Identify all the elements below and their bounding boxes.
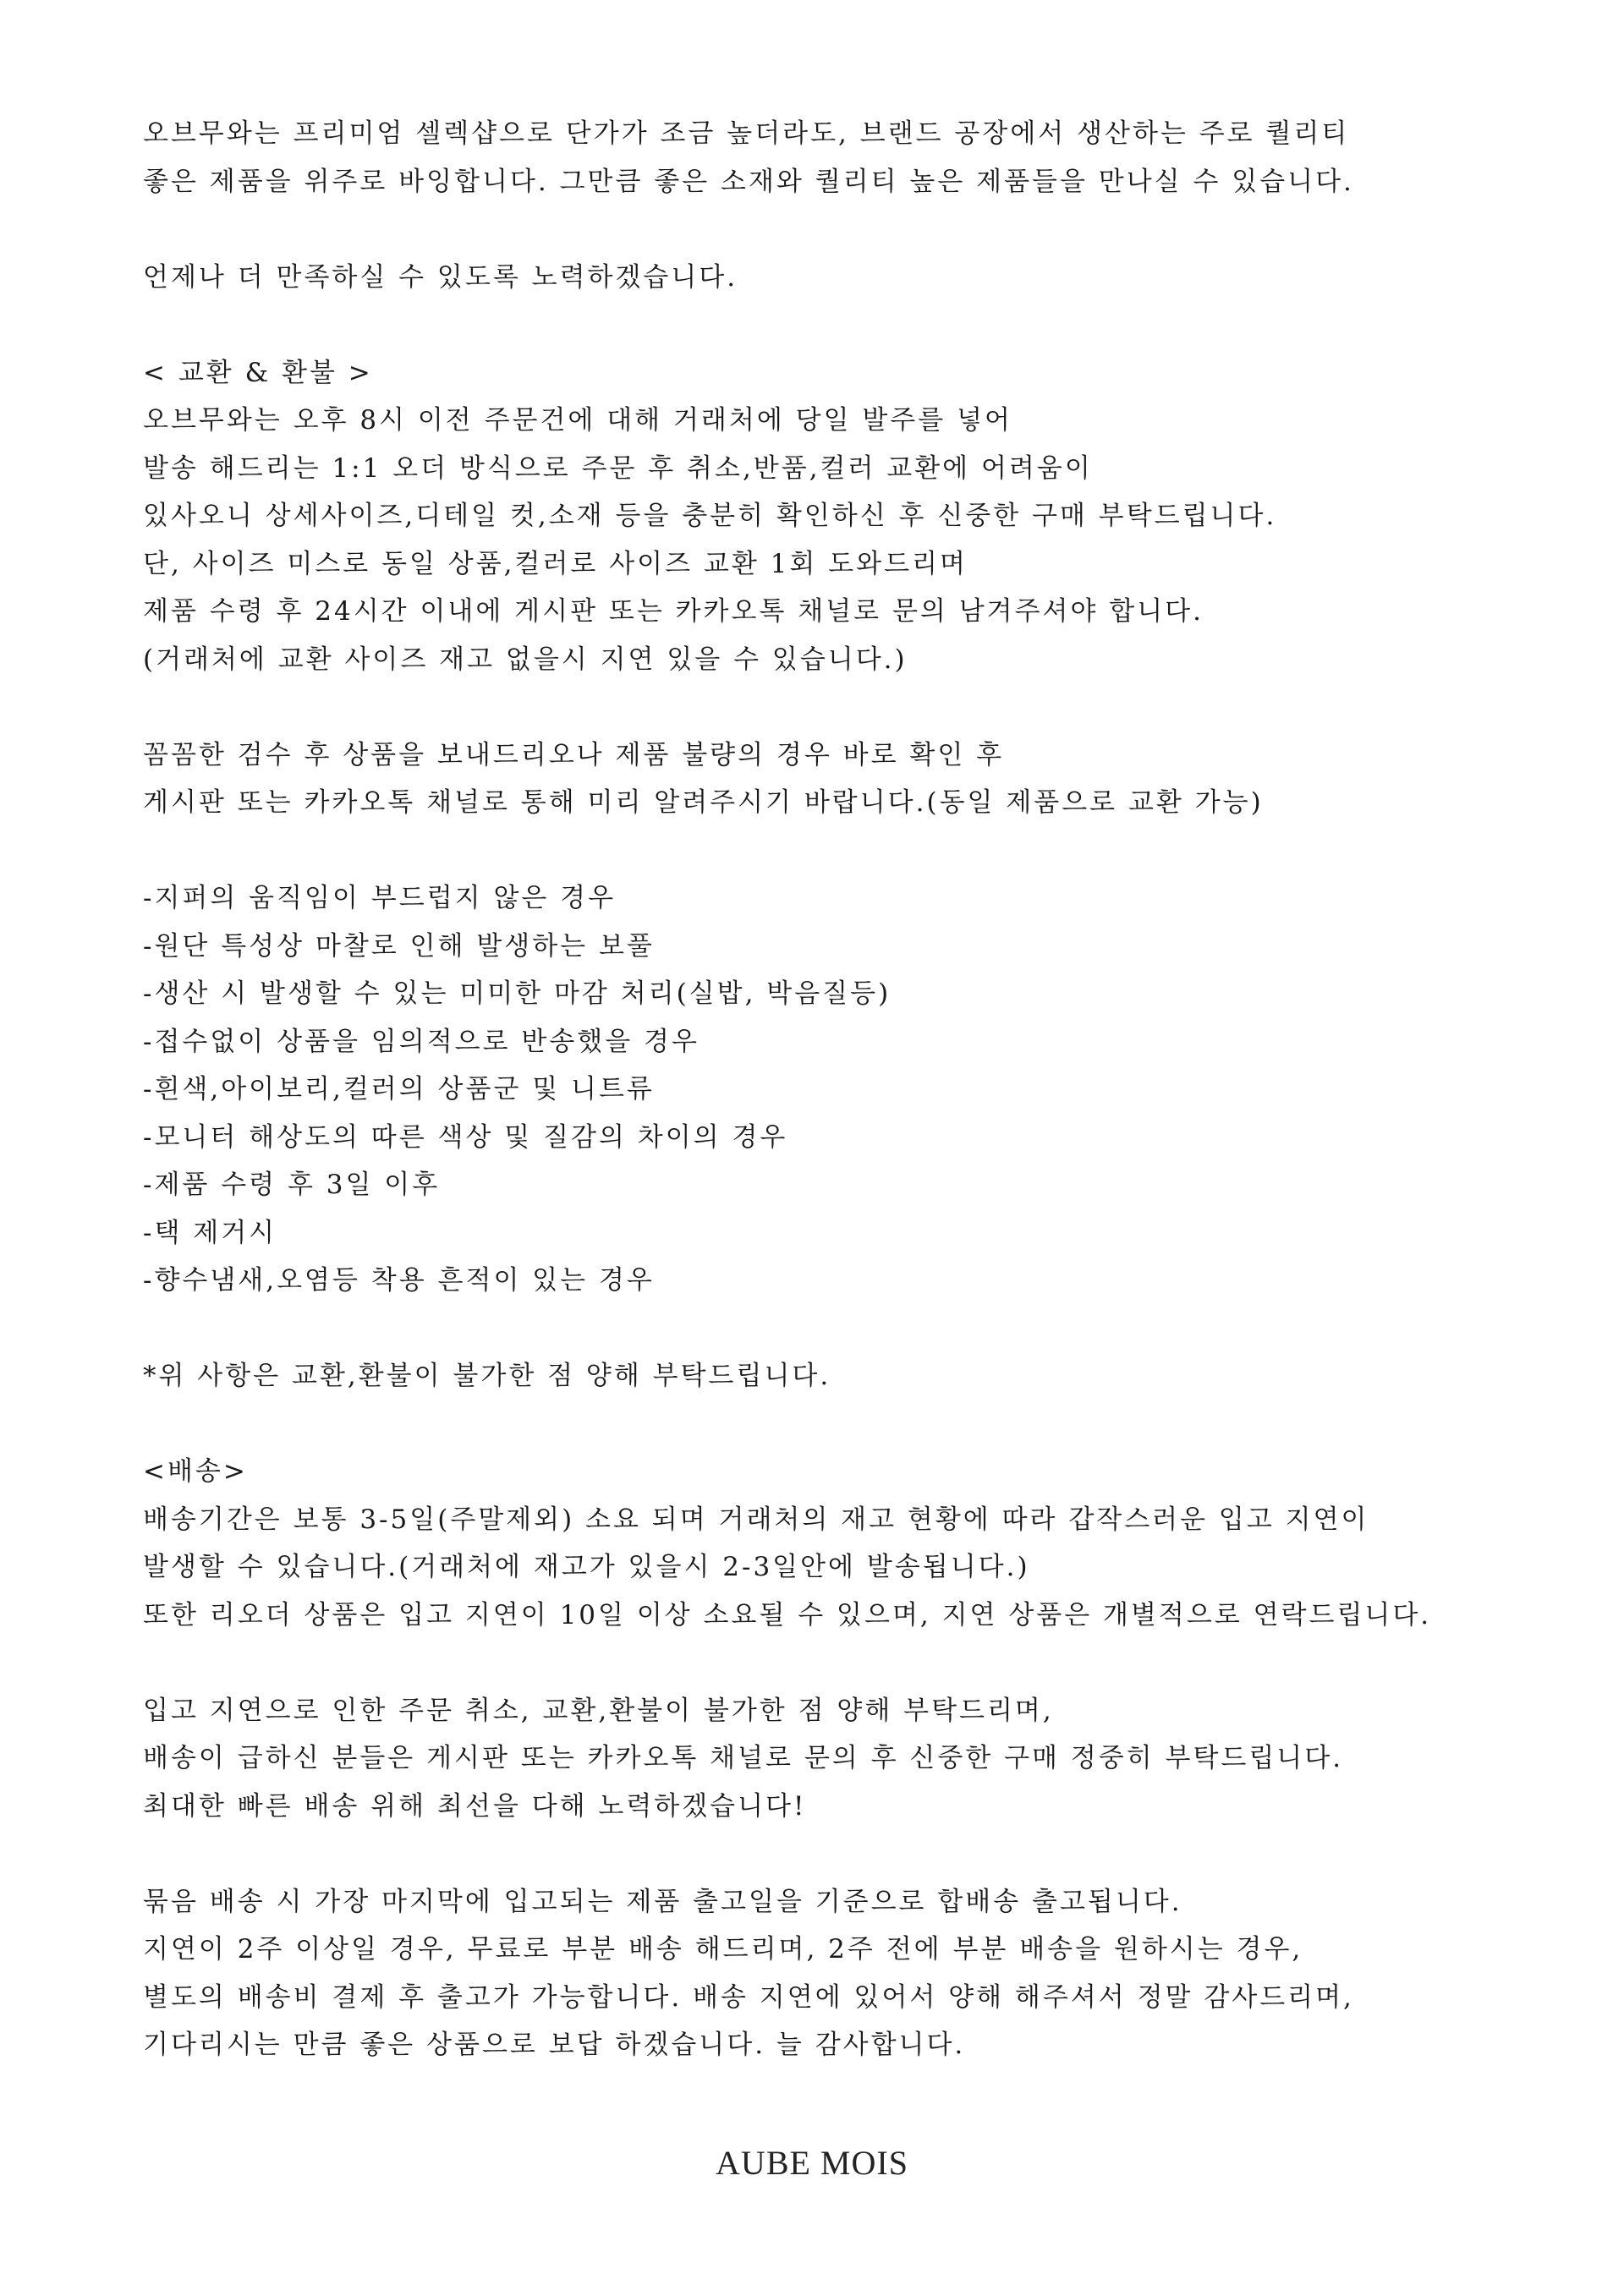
blank-line [143,1639,1513,1687]
delay-line: 배송이 급하신 분들은 게시판 또는 카카오톡 채널로 문의 후 신중한 구매 정중히 부탁드립니다. [143,1743,1344,1773]
delay-line: 최대한 빠른 배송 위해 최선을 다해 노력하겠습니다! [143,1790,807,1822]
notice-text [143,110,1513,2069]
exclusion-item: -제품 수령 후 3일 이후 [143,1170,441,1200]
exclusion-item: -지퍼의 움직임이 부드럽지 않은 경우 [143,883,617,913]
delay-line: 입고 지연으로 인한 주문 취소, 교환,환불이 불가한 점 양해 부탁드리며, [143,1695,1054,1726]
blank-line [143,205,1513,254]
exclusion-item: -모니터 해상도의 따른 색상 및 질감의 차이의 경우 [143,1121,788,1153]
shipping-line: 또한 리오더 상품은 입고 지연이 10일 이상 소요될 수 있으며, 지연 상품은 개별적으로 연락드립니다. [143,1599,1432,1630]
intro-line: 좋은 제품을 위주로 바잉합니다. 그만큼 좋은 소재와 퀄리티 높은 제품들을 만나실 수 있습니다. [143,166,1354,197]
shipping-heading: <배송> [143,1456,248,1487]
promise-line: 언제나 더 만족하실 수 있도록 노력하겠습니다. [143,261,738,293]
shipping-line: 배송기간은 보통 3-5일(주말제외) 소요 되며 거래처의 재고 현황에 따라 갑작스러운 입고 지연이 [143,1504,1369,1535]
exchange-line: 있사오니 상세사이즈,디테일 컷,소재 등을 충분히 확인하신 후 신중한 구매 부탁드립니다. [143,501,1277,531]
blank-line [143,827,1513,875]
exclusion-item: -향수냄새,오염등 착용 흔적이 있는 경우 [143,1265,655,1296]
exclusion-item: -원단 특성상 마찰로 인해 발생하는 보풀 [143,930,655,962]
intro-line: 오브무와는 프리미엄 셀렉샵으로 단가가 조금 높더라도, 브랜드 공장에서 생산하는 주로 퀄리티 [143,118,1350,149]
exclusion-item: -생산 시 발생할 수 있는 미미한 마감 처리(실밥, 박음질등) [143,978,892,1009]
exchange-line: 단, 사이즈 미스로 동일 상품,컬러로 사이즈 교환 1회 도와드리며 [143,548,968,579]
inspection-line: 꼼꼼한 검수 후 상품을 보내드리오나 제품 불량의 경우 바로 확인 후 [143,739,1005,770]
exclusion-item: -택 제거시 [143,1217,277,1248]
exchange-line: 제품 수령 후 24시간 이내에 게시판 또는 카카오톡 채널로 문의 남겨주셔야 합니다. [143,596,1204,627]
brand-logo: AUBE MOIS [716,2144,908,2182]
blank-line [143,301,1513,349]
exchange-line: (거래처에 교환 사이즈 재고 없을시 지연 있을 수 있습니다.) [143,644,908,675]
shipping-line: 발생할 수 있습니다.(거래처에 재고가 있을시 2-3일안에 발송됩니다.) [143,1552,1030,1582]
exclusion-item: -접수없이 상품을 임의적으로 반송했을 경우 [143,1026,700,1057]
blank-line [143,683,1513,732]
exchange-line: 발송 해드리는 1:1 오더 방식으로 주문 후 취소,반품,컬러 교환에 어려움이 [143,452,1093,484]
blank-line [143,1400,1513,1449]
exchange-line: 오브무와는 오후 8시 이전 주문건에 대해 거래처에 당일 발주를 넣어 [143,405,1012,436]
exclusion-item: -흰색,아이보리,컬러의 상품군 및 니트류 [143,1074,655,1104]
bundle-line: 묶음 배송 시 가장 마지막에 입고되는 제품 출고일을 기준으로 합배송 출고됩니다. [143,1886,1182,1917]
bundle-line: 지연이 2주 이상일 경우, 무료로 부분 배송 해드리며, 2주 전에 부분 배송을 원하시는 경우, [143,1934,1303,1964]
inspection-line: 게시판 또는 카카오톡 채널로 통해 미리 알려주시기 바랍니다.(동일 제품으로 교환 가능) [143,787,1264,818]
exchange-heading: < 교환 & 환불 > [143,357,373,388]
blank-line [143,1830,1513,1878]
bundle-line: 별도의 배송비 결제 후 출고가 가능합니다. 배송 지연에 있어서 양해 해주셔서 정말 감사드리며, [143,1981,1354,2013]
exclusion-note: *위 사항은 교환,환불이 불가한 점 양해 부탁드립니다. [143,1361,831,1391]
blank-line [143,1305,1513,1353]
bundle-line: 기다리시는 만큼 좋은 상품으로 보답 하겠습니다. 늘 감사합니다. [143,2030,966,2060]
